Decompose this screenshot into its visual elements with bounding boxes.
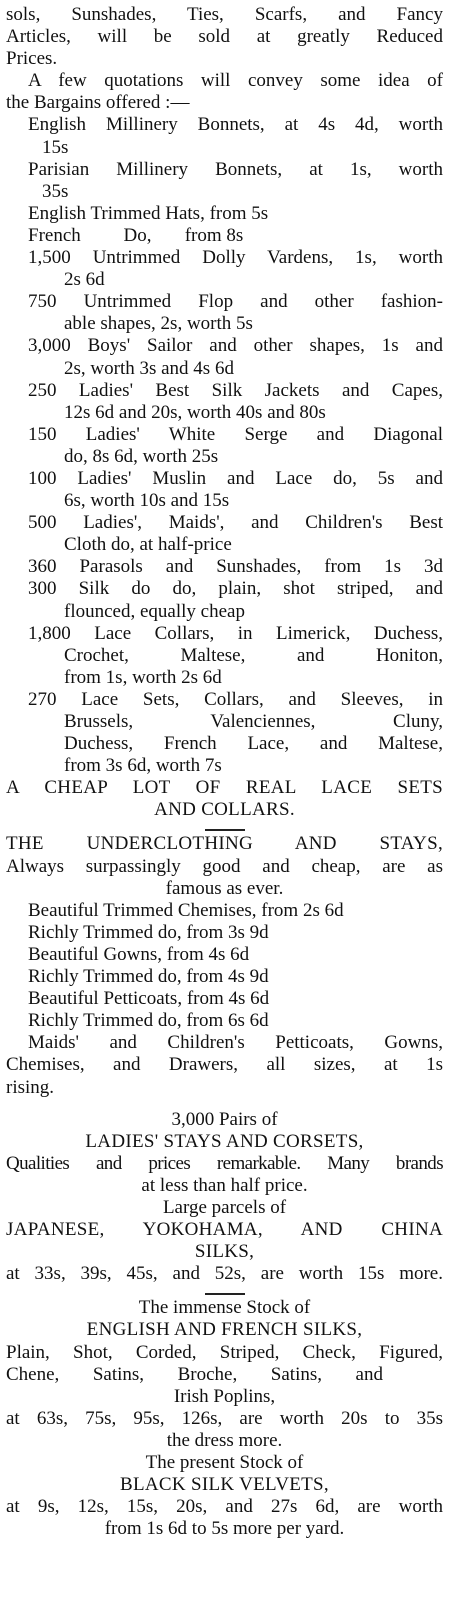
list-item: Beautiful Petticoats, from 4s 6d: [28, 988, 270, 1010]
list-item: 1,500 Untrimmed Dolly Vardens, 1s, worth: [28, 247, 443, 269]
english-silks-section: [6, 1297, 443, 1452]
list-item-continuation: 35s: [42, 180, 69, 202]
text-line: Articles, will be sold at greatly Reduced: [6, 26, 443, 48]
bargain-list: [6, 247, 443, 777]
list-item: 100 Ladies' Muslin and Lace do, 5s and: [28, 467, 443, 489]
list-item: French Do, from 8s: [28, 224, 244, 246]
section-heading: BLACK SILK VELVETS,: [120, 1474, 329, 1496]
section-heading: ENGLISH AND FRENCH SILKS,: [86, 1319, 363, 1341]
list-item: Richly Trimmed do, from 6s 6d: [28, 1010, 269, 1032]
section-heading: LADIES' STAYS AND CORSETS,: [85, 1130, 364, 1152]
text-line: sols, Sunshades, Ties, Scarfs, and Fancy: [6, 4, 443, 25]
millinery-list: [6, 114, 443, 247]
list-item: 300 Silk do do, plain, shot striped, and: [28, 578, 443, 600]
list-item-continuation: able shapes, 2s, worth 5s: [64, 313, 253, 335]
japanese-silks-section: [6, 1197, 443, 1285]
text-line: rising.: [6, 1076, 55, 1098]
stays-section: [6, 1109, 443, 1197]
text-line: Irish Poplins,: [173, 1385, 276, 1407]
list-item-continuation: Brussels, Valenciennes, Cluny,: [64, 711, 443, 732]
list-item: Richly Trimmed do, from 3s 9d: [28, 921, 269, 943]
text-line: at less than half price.: [141, 1174, 308, 1196]
list-item: 360 Parasols and Sunshades, from 1s 3d: [28, 556, 443, 578]
list-item: Richly Trimmed do, from 4s 9d: [28, 966, 269, 988]
text-line: A few quotations will convey some idea of: [28, 70, 443, 92]
text-line: from 1s 6d to 5s more per yard.: [104, 1518, 345, 1540]
text-line: at 9s, 12s, 15s, 20s, and 27s 6d, are worth: [6, 1496, 443, 1518]
list-item-continuation: Duchess, French Lace, and Maltese,: [64, 733, 443, 755]
section-heading: THE UNDERCLOTHING AND STAYS,: [6, 833, 443, 855]
list-item: 3,000 Boys' Sailor and other shapes, 1s and: [28, 335, 443, 357]
list-item-continuation: 2s, worth 3s and 4s 6d: [64, 357, 234, 379]
text-line: the dress more.: [166, 1429, 283, 1451]
list-item-continuation: 2s 6d: [64, 269, 105, 291]
list-item: Beautiful Trimmed Chemises, from 2s 6d: [28, 899, 344, 921]
text-line: Always surpassingly good and cheap, are as: [6, 855, 443, 877]
underclothing-section: [6, 833, 443, 1098]
list-item: 500 Ladies', Maids', and Children's Best: [28, 512, 443, 534]
list-item: Beautiful Gowns, from 4s 6d: [28, 943, 250, 965]
text-line: 3,000 Pairs of: [171, 1108, 278, 1130]
text-line: famous as ever.: [165, 877, 284, 899]
divider: [205, 829, 245, 831]
list-item-continuation: from 1s, worth 2s 6d: [64, 666, 222, 688]
intro-paragraph: [6, 4, 443, 70]
divider: [205, 1293, 245, 1295]
list-item-continuation: Crochet, Maltese, and Honiton,: [64, 644, 443, 666]
text-line: the Bargains offered :—: [6, 92, 190, 114]
list-item: English Millinery Bonnets, at 4s 4d, worth: [28, 114, 443, 136]
list-item-continuation: Cloth do, at half-price: [64, 534, 232, 556]
list-item: 250 Ladies' Best Silk Jackets and Capes,: [28, 379, 443, 401]
section-heading: SILKS,: [194, 1241, 255, 1263]
list-item: 1,800 Lace Collars, in Limerick, Duchess,: [28, 622, 443, 644]
velvets-section: [6, 1452, 443, 1540]
list-item-continuation: 15s: [42, 136, 69, 158]
text-line: The immense Stock of: [138, 1297, 311, 1319]
list-item-continuation: 6s, worth 10s and 15s: [64, 490, 230, 512]
section-heading: JAPANESE, YOKOHAMA, AND CHINA: [6, 1219, 443, 1241]
list-item: English Trimmed Hats, from 5s: [28, 202, 269, 224]
text-line: Chemises, and Drawers, all sizes, at 1s: [6, 1054, 443, 1076]
text-line: Large parcels of: [162, 1196, 287, 1218]
text-line: at 63s, 75s, 95s, 126s, are worth 20s to 35s: [6, 1407, 443, 1429]
list-item: 150 Ladies' White Serge and Diagonal: [28, 423, 443, 445]
lace-heading: [6, 777, 443, 821]
text-line: Plain, Shot, Corded, Striped, Check, Figured,: [6, 1341, 443, 1363]
text-line: at 33s, 39s, 45s, and 52s, are worth 15s more.: [6, 1263, 443, 1285]
list-item-continuation: 12s 6d and 20s, worth 40s and 80s: [64, 401, 326, 423]
list-item-continuation: flounced, equally cheap: [64, 600, 245, 622]
text-line: Chene, Satins, Broche, Satins, and: [6, 1363, 383, 1385]
list-item: 270 Lace Sets, Collars, and Sleeves, in: [28, 688, 443, 710]
text-line: Maids' and Children's Petticoats, Gowns,: [28, 1032, 443, 1054]
section-heading: A CHEAP LOT OF REAL LACE SETS: [6, 777, 443, 799]
text-line: Qualities and prices remarkable. Many brands: [6, 1152, 443, 1174]
list-item-continuation: from 3s 6d, worth 7s: [64, 755, 222, 777]
list-item: Parisian Millinery Bonnets, at 1s, worth: [28, 158, 443, 180]
quotation-intro: [6, 70, 443, 114]
text-line: The present Stock of: [145, 1452, 304, 1473]
list-item-continuation: do, 8s 6d, worth 25s: [64, 445, 219, 467]
section-heading: AND COLLARS.: [154, 799, 295, 821]
list-item: 750 Untrimmed Flop and other fashion-: [28, 291, 443, 313]
text-line: Prices.: [6, 48, 58, 70]
